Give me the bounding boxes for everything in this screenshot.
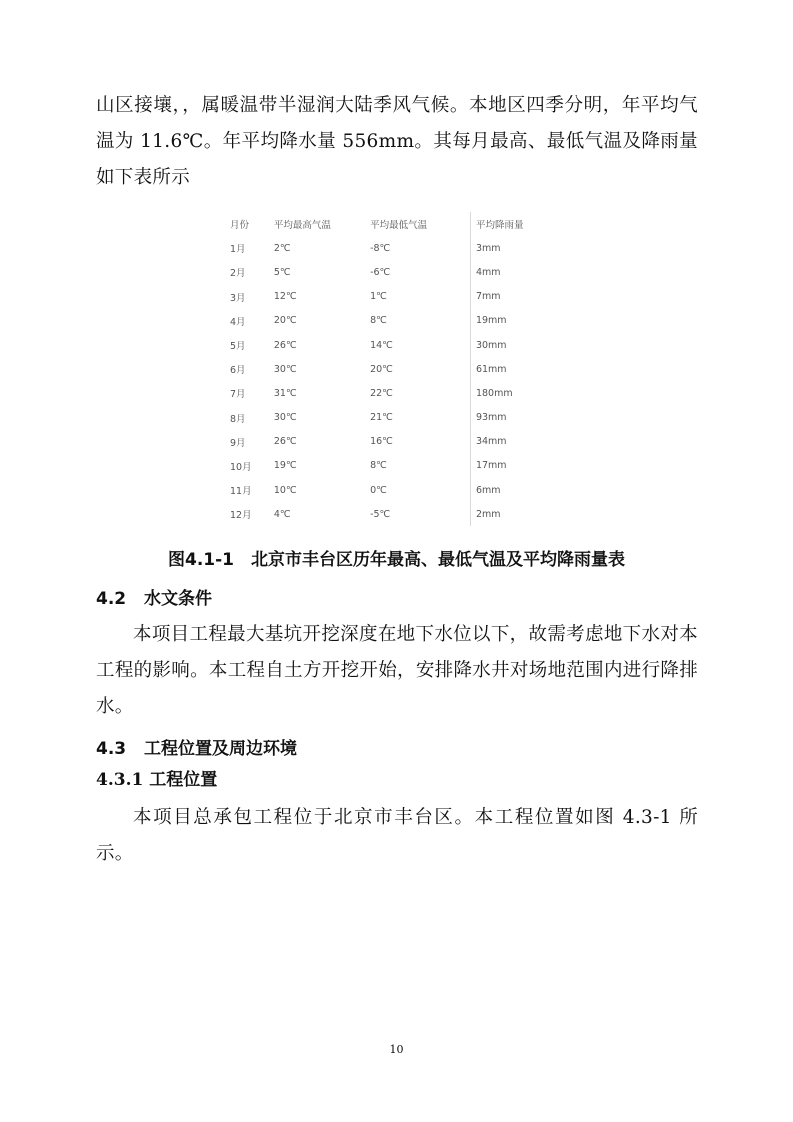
section-number: 4.2 bbox=[96, 589, 127, 609]
table-row bbox=[224, 406, 544, 430]
table-row bbox=[224, 454, 544, 478]
table-row bbox=[224, 285, 544, 309]
cell-min-temp: 22℃ bbox=[370, 387, 393, 399]
table-row bbox=[224, 260, 544, 284]
header-rainfall: 平均降雨量 bbox=[470, 212, 544, 236]
table-row bbox=[224, 430, 544, 454]
table-row bbox=[224, 357, 544, 381]
header-month: 月份 bbox=[230, 220, 250, 232]
cell-min-temp: 8℃ bbox=[370, 315, 387, 327]
cell-rainfall: 3mm bbox=[470, 236, 544, 260]
cell-rainfall: 7mm bbox=[470, 285, 544, 309]
climate-table bbox=[224, 212, 544, 526]
cell-min-temp: 20℃ bbox=[370, 363, 393, 375]
cell-max-temp: 12℃ bbox=[273, 291, 297, 303]
table-row bbox=[224, 381, 544, 405]
cell-month: 7月 bbox=[230, 389, 246, 401]
table-body bbox=[224, 236, 544, 526]
cell-max-temp: 30℃ bbox=[273, 412, 297, 424]
cell-rainfall: 61mm bbox=[470, 357, 544, 381]
cell-max-temp: 19℃ bbox=[273, 460, 297, 472]
cell-month: 2月 bbox=[230, 268, 246, 280]
header-min-temp: 平均最低气温 bbox=[370, 220, 428, 232]
cell-month: 3月 bbox=[230, 292, 246, 304]
table-row bbox=[224, 478, 544, 502]
cell-month: 4月 bbox=[230, 316, 246, 328]
intro-paragraph: 山区接壤，，属暖温带半湿润大陆季风气候。本地区四季分明，年平均气温为 11.6℃。年平均降水量 556mm。其每月最高、最低气温及降雨量如下表所示 bbox=[96, 95, 698, 188]
cell-min-temp: -5℃ bbox=[370, 508, 391, 520]
section-number: 4.3 bbox=[96, 739, 127, 759]
cell-rainfall: 6mm bbox=[470, 478, 544, 502]
table-row bbox=[224, 502, 544, 526]
cell-month: 11月 bbox=[230, 486, 252, 498]
cell-min-temp: 8℃ bbox=[370, 460, 387, 472]
cell-min-temp: -6℃ bbox=[370, 266, 391, 278]
table-row bbox=[224, 309, 544, 333]
page-number: 10 bbox=[389, 1043, 404, 1056]
cell-max-temp: 30℃ bbox=[273, 363, 297, 375]
section-title: 水文条件 bbox=[144, 589, 212, 609]
location-paragraph: 本项目总承包工程位于北京市丰台区。本工程位置如图 4.3-1 所示。 bbox=[96, 807, 698, 864]
cell-month: 1月 bbox=[230, 244, 246, 256]
cell-max-temp: 4℃ bbox=[273, 508, 291, 520]
hydrology-paragraph: 本项目工程最大基坑开挖深度在地下水位以下，故需考虑地下水对本工程的影响。本工程自土方开挖开始，安排降水井对场地范围内进行降排水。 bbox=[96, 624, 698, 717]
cell-month: 12月 bbox=[230, 510, 252, 522]
cell-min-temp: 16℃ bbox=[370, 436, 393, 448]
cell-max-temp: 26℃ bbox=[273, 436, 297, 448]
cell-rainfall: 34mm bbox=[470, 430, 544, 454]
cell-min-temp: 0℃ bbox=[370, 484, 387, 496]
cell-rainfall: 2mm bbox=[470, 502, 544, 526]
cell-min-temp: -8℃ bbox=[370, 242, 391, 254]
table-row bbox=[224, 333, 544, 357]
cell-max-temp: 10℃ bbox=[273, 484, 297, 496]
cell-min-temp: 21℃ bbox=[370, 412, 393, 424]
cell-month: 10月 bbox=[230, 461, 252, 473]
table-row bbox=[224, 236, 544, 260]
cell-min-temp: 14℃ bbox=[370, 339, 393, 351]
cell-max-temp: 26℃ bbox=[273, 339, 297, 351]
cell-month: 9月 bbox=[230, 437, 246, 449]
subsection-heading-4-3-1: 4.3.1 工程位置 bbox=[96, 770, 218, 790]
cell-rainfall: 17mm bbox=[470, 454, 544, 478]
cell-min-temp: 1℃ bbox=[370, 291, 387, 303]
cell-rainfall: 93mm bbox=[470, 406, 544, 430]
section-heading-4-3 bbox=[96, 735, 297, 763]
cell-month: 8月 bbox=[230, 413, 246, 425]
cell-max-temp: 2℃ bbox=[273, 242, 291, 254]
section-title: 工程位置及周边环境 bbox=[144, 739, 297, 759]
cell-max-temp: 20℃ bbox=[273, 315, 297, 327]
cell-rainfall: 4mm bbox=[470, 260, 544, 284]
table-header-row bbox=[224, 212, 544, 236]
cell-month: 6月 bbox=[230, 365, 246, 377]
cell-rainfall: 19mm bbox=[470, 309, 544, 333]
figure-caption: 图4.1-1 北京市丰台区历年最高、最低气温及平均降雨量表 bbox=[168, 550, 625, 570]
cell-max-temp: 31℃ bbox=[273, 387, 297, 399]
cell-rainfall: 30mm bbox=[470, 333, 544, 357]
cell-month: 5月 bbox=[230, 341, 246, 353]
cell-rainfall: 180mm bbox=[470, 381, 544, 405]
section-heading-4-2 bbox=[96, 585, 212, 613]
header-max-temp: 平均最高气温 bbox=[273, 220, 331, 232]
cell-max-temp: 5℃ bbox=[273, 266, 291, 278]
